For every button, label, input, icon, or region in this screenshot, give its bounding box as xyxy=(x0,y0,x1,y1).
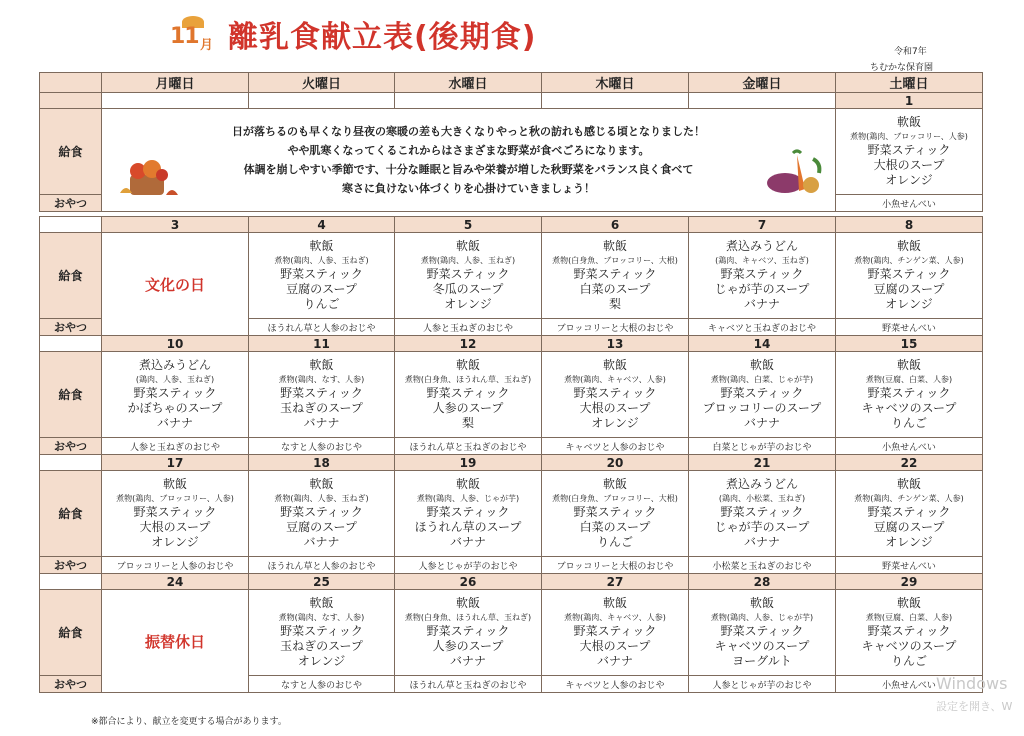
dish-line: 軟飯 xyxy=(455,358,480,372)
snack-cell: キャベツと人参のおじや xyxy=(542,438,689,455)
menu-cell xyxy=(102,352,249,438)
dish-line: 豆腐のスープ xyxy=(286,520,357,534)
activation-watermark: Windows xyxy=(936,674,1008,693)
snack-cell: なすと人参のおじや xyxy=(249,676,395,693)
dish-line: 軟飯 xyxy=(749,596,774,610)
header-corner xyxy=(40,73,102,93)
dish-line: 野菜スティック xyxy=(867,505,951,519)
dish-line: キャベツのスープ xyxy=(861,639,957,653)
date-cell: 14 xyxy=(689,336,836,352)
dish-line: バナナ xyxy=(156,416,193,430)
dish-line: 大根のスープ xyxy=(579,639,651,653)
holiday-cell xyxy=(102,590,249,693)
snack-cell: 小松菜と玉ねぎのおじや xyxy=(689,557,836,574)
dish-line: 軟飯 xyxy=(602,358,627,372)
autumn-vegetables-icon xyxy=(763,149,825,201)
date-cell: 22 xyxy=(836,455,983,471)
message-line: やや肌寒くなってくるこれからはさまざまな野菜が食べごろになります。 xyxy=(287,144,650,157)
dish-line: バナナ xyxy=(449,654,486,668)
week2-date-row xyxy=(40,217,983,233)
menu-cell xyxy=(836,471,983,557)
snack-cell: なすと人参のおじや xyxy=(249,438,395,455)
dish-line: 軟飯 xyxy=(309,358,334,372)
dish-line: 野菜スティック xyxy=(867,267,951,281)
ingredients-line: 煮物(鶏肉、キャベツ、人参) xyxy=(564,375,666,384)
menu-cell xyxy=(102,471,249,557)
date-cell: 13 xyxy=(542,336,689,352)
date-cell: 18 xyxy=(249,455,395,471)
week3-meal-row xyxy=(40,352,983,438)
dish-line: 野菜スティック xyxy=(720,386,804,400)
ingredients-line: 煮物(鶏肉、なす、人参) xyxy=(278,613,365,622)
date-cell: 20 xyxy=(542,455,689,471)
menu-cell xyxy=(542,233,689,319)
dish-line: りんご xyxy=(890,416,927,430)
title-area xyxy=(168,10,536,58)
dish-line: 野菜スティック xyxy=(280,386,363,400)
week4-date-row xyxy=(40,455,983,471)
message-line: 寒さに負けない体づくりを心掛けていきましょう！ xyxy=(342,182,595,195)
ingredients-line: 煮物(白身魚、ほうれん草、玉ねぎ) xyxy=(404,613,532,622)
dish-line: 玉ねぎのスープ xyxy=(280,401,363,415)
snack-cell: 小魚せんべい xyxy=(836,676,983,693)
weekly-menu-table xyxy=(39,216,983,693)
date-cell: 21 xyxy=(689,455,836,471)
dish-line: りんご xyxy=(596,535,633,549)
snack-label: おやつ xyxy=(40,676,102,693)
dish-line: バナナ xyxy=(743,416,780,430)
snack-cell: キャベツと人参のおじや xyxy=(542,676,689,693)
dish-line: 豆腐のスープ xyxy=(286,282,357,296)
dish-line: 軟飯 xyxy=(896,239,921,253)
week4-snack-row xyxy=(40,557,983,574)
menu-cell xyxy=(542,471,689,557)
dish-line: 豆腐のスープ xyxy=(873,520,945,534)
month-suffix: 月 xyxy=(200,38,214,53)
blank-row xyxy=(40,93,983,109)
dish-line: 野菜スティック xyxy=(720,505,804,519)
date-cell: 29 xyxy=(836,574,983,590)
date-cell: 4 xyxy=(249,217,395,233)
weekday-header: 月曜日 xyxy=(102,73,249,93)
menu-cell xyxy=(395,233,542,319)
week3-snack-row xyxy=(40,438,983,455)
dish-line: 軟飯 xyxy=(309,596,334,610)
message-line: 日が落ちるのも早くなり昼夜の寒暖の差も大きくなりやっと秋の訪れも感じる頃となりました！ xyxy=(232,125,705,138)
ingredients-line: 煮物(鶏肉、なす、人参) xyxy=(278,375,365,384)
snack-cell: ブロッコリーと大根のおじや xyxy=(542,319,689,336)
dish-line: ブロッコリーのスープ xyxy=(702,401,822,415)
menu-cell xyxy=(689,471,836,557)
ingredients-line: (鶏肉、小松菜、玉ねぎ) xyxy=(718,494,806,503)
dish-line: バナナ xyxy=(743,297,780,311)
menu-cell xyxy=(836,352,983,438)
dish-line: かぼちゃのスープ xyxy=(127,401,223,415)
dish-line: 煮込みうどん xyxy=(725,239,798,253)
meal-label: 給食 xyxy=(40,471,102,557)
menu-cell xyxy=(249,590,395,676)
dish-line: オレンジ xyxy=(297,654,346,668)
dish-line: 軟飯 xyxy=(602,596,627,610)
dish-line: バナナ xyxy=(303,535,340,549)
dish-line: 野菜スティック xyxy=(867,386,951,400)
dish-line: 軟飯 xyxy=(309,477,334,491)
week1-meal-row xyxy=(40,109,983,195)
page-title: 離乳食献立表(後期食) xyxy=(228,20,537,55)
footer-note: ※都合により、献立を変更する場合があります。 xyxy=(91,717,287,727)
menu-cell xyxy=(395,590,542,676)
date-cell: 17 xyxy=(102,455,249,471)
snack-cell: キャベツと玉ねぎのおじや xyxy=(689,319,836,336)
ingredients-line: 煮物(鶏肉、人参、玉ねぎ) xyxy=(274,256,369,265)
snack-cell: ほうれん草と玉ねぎのおじや xyxy=(395,438,542,455)
ingredients-line: 煮物(鶏肉、キャベツ、人参) xyxy=(564,613,666,622)
dish-line: バナナ xyxy=(743,535,780,549)
dish-line: ほうれん草のスープ xyxy=(414,520,522,534)
dish-line: 野菜スティック xyxy=(280,624,363,638)
dish-line: 野菜スティック xyxy=(720,267,804,281)
dish-line: 野菜スティック xyxy=(280,505,363,519)
dish-line: キャベツのスープ xyxy=(714,639,810,653)
weekday-header: 火曜日 xyxy=(249,73,395,93)
week3-date-row xyxy=(40,336,983,352)
dish-line: オレンジ xyxy=(885,535,933,549)
meal-label: 給食 xyxy=(40,233,102,319)
dish-line: 軟飯 xyxy=(455,477,480,491)
weekday-header-row xyxy=(40,73,983,93)
month-badge xyxy=(168,14,214,54)
dish-line: 梨 xyxy=(608,297,621,311)
meal-label: 給食 xyxy=(40,590,102,676)
ingredients-line: (鶏肉、人参、玉ねぎ) xyxy=(135,375,215,384)
ingredients-line: 煮物(鶏肉、チンゲン菜、人参) xyxy=(854,494,964,503)
month-number: 11 xyxy=(170,24,199,49)
snack-cell: ブロッコリーと大根のおじや xyxy=(542,557,689,574)
dish-line: バナナ xyxy=(449,535,486,549)
holiday-label: 振替休日 xyxy=(144,632,205,651)
menu-cell: 軟飯 煮物(鶏肉、ブロッコリー、人参) 野菜スティック 大根のスープ オレンジ xyxy=(836,109,983,195)
snack-label: おやつ xyxy=(40,319,102,336)
dish-line: 軟飯 xyxy=(896,596,921,610)
date-cell: 12 xyxy=(395,336,542,352)
dish-line: じゃが芋のスープ xyxy=(714,520,810,534)
menu-cell xyxy=(542,590,689,676)
week5-meal-row xyxy=(40,590,983,676)
ingredients-line: (鶏肉、キャベツ、玉ねぎ) xyxy=(715,256,809,265)
date-cell: 27 xyxy=(542,574,689,590)
menu-cell xyxy=(542,352,689,438)
ingredients-line: 煮物(白身魚、ほうれん草、玉ねぎ) xyxy=(404,375,532,384)
dish-line: じゃが芋のスープ xyxy=(714,282,810,296)
date-cell: 5 xyxy=(395,217,542,233)
dish-line: 野菜スティック xyxy=(867,624,951,638)
snack-cell: ブロッコリーと人参のおじや xyxy=(102,557,249,574)
dish-line: 白菜のスープ xyxy=(579,282,651,296)
meal-label: 給食 xyxy=(40,109,102,195)
menu-table xyxy=(39,72,983,212)
date-cell: 3 xyxy=(102,217,249,233)
snack-cell: 人参と玉ねぎのおじや xyxy=(395,319,542,336)
menu-cell xyxy=(249,471,395,557)
snack-label: おやつ xyxy=(40,557,102,574)
dish-line: 大根のスープ xyxy=(579,401,651,415)
menu-cell xyxy=(836,233,983,319)
date-cell: 1 xyxy=(836,93,983,109)
snack-cell: 白菜とじゃが芋のおじや xyxy=(689,438,836,455)
dish-line: りんご xyxy=(890,654,927,668)
dish-line: オレンジ xyxy=(151,535,199,549)
dish-line: 野菜スティック xyxy=(573,267,657,281)
menu-cell xyxy=(249,352,395,438)
dish-line: 野菜スティック xyxy=(133,386,217,400)
dish-line: 野菜スティック xyxy=(426,267,510,281)
autumn-basket-icon xyxy=(116,149,180,201)
menu-cell xyxy=(689,352,836,438)
snack-cell: 小魚せんべい xyxy=(836,195,983,212)
menu-cell xyxy=(689,590,836,676)
dish-line: 野菜スティック xyxy=(426,624,510,638)
dish-line: 野菜スティック xyxy=(280,267,363,281)
dish-line: 軟飯 xyxy=(749,358,774,372)
school-name: ちむかな保育園 xyxy=(870,63,934,73)
date-cell: 11 xyxy=(249,336,395,352)
dish-line: オレンジ xyxy=(591,416,639,430)
dish-line: 野菜スティック xyxy=(133,505,217,519)
date-cell: 25 xyxy=(249,574,395,590)
dish-line: 軟飯 xyxy=(455,239,480,253)
dish-line: 煮込みうどん xyxy=(138,358,211,372)
ingredients-line: 煮物(鶏肉、チンゲン菜、人参) xyxy=(854,256,964,265)
dish-line: オレンジ xyxy=(444,297,492,311)
holiday-cell xyxy=(102,233,249,336)
date-cell: 6 xyxy=(542,217,689,233)
date-cell: 24 xyxy=(102,574,249,590)
ingredients-line: 煮物(鶏肉、人参、玉ねぎ) xyxy=(274,494,369,503)
snack-cell: ほうれん草と人参のおじや xyxy=(249,557,395,574)
date-cell: 19 xyxy=(395,455,542,471)
snack-label: おやつ xyxy=(40,438,102,455)
date-cell: 15 xyxy=(836,336,983,352)
dish-line: 軟飯 xyxy=(309,239,334,253)
ingredients-line: 煮物(白身魚、ブロッコリー、大根) xyxy=(552,494,678,503)
dish-line: キャベツのスープ xyxy=(861,401,957,415)
dish-line: 大根のスープ xyxy=(139,520,211,534)
dish-line: 軟飯 xyxy=(896,358,921,372)
menu-cell xyxy=(395,352,542,438)
ingredients-line: 煮物(鶏肉、ブロッコリー、人参) xyxy=(116,494,234,503)
week4-meal-row xyxy=(40,471,983,557)
ingredients-line: 煮物(白身魚、ブロッコリー、大根) xyxy=(552,256,678,265)
era-label: 令和7年 xyxy=(894,47,927,57)
snack-cell: 人参と玉ねぎのおじや xyxy=(102,438,249,455)
dish-line: ヨーグルト xyxy=(732,654,792,668)
weekday-header: 土曜日 xyxy=(836,73,983,93)
snack-cell: ほうれん草と人参のおじや xyxy=(249,319,395,336)
dish-line: 軟飯 xyxy=(162,477,187,491)
week5-date-row xyxy=(40,574,983,590)
date-cell: 28 xyxy=(689,574,836,590)
dish-line: 軟飯 xyxy=(896,477,921,491)
week2-meal-row xyxy=(40,233,983,319)
menu-cell xyxy=(249,233,395,319)
dish-line: 野菜スティック xyxy=(426,505,510,519)
date-cell: 7 xyxy=(689,217,836,233)
ingredients-line: 煮物(鶏肉、白菜、じゃが芋) xyxy=(710,375,814,384)
date-cell: 10 xyxy=(102,336,249,352)
snack-cell: 小魚せんべい xyxy=(836,438,983,455)
dish-line: 煮込みうどん xyxy=(725,477,798,491)
ingredients-line: 煮物(鶏肉、人参、じゃが芋) xyxy=(416,494,520,503)
snack-cell: ほうれん草と玉ねぎのおじや xyxy=(395,676,542,693)
dish-line: 野菜スティック xyxy=(426,386,510,400)
activation-watermark-sub: 設定を開き、W xyxy=(936,700,1013,713)
dish-line: 豆腐のスープ xyxy=(873,282,945,296)
ingredients-line: 煮物(豆腐、白菜、人参) xyxy=(865,613,953,622)
weekday-header: 水曜日 xyxy=(395,73,542,93)
menu-cell xyxy=(689,233,836,319)
snack-label: おやつ xyxy=(40,195,102,212)
dish-line: 野菜スティック xyxy=(573,386,657,400)
dish-line: 軟飯 xyxy=(602,477,627,491)
dish-line: 軟飯 xyxy=(602,239,627,253)
dish-line: オレンジ xyxy=(885,297,933,311)
message-line: 体調を崩しやすい季節です、十分な睡眠と旨みや栄養が増した秋野菜をバランス良く食べて xyxy=(243,163,694,176)
dish-line: 軟飯 xyxy=(455,596,480,610)
dish-line: 梨 xyxy=(461,416,474,430)
menu-cell xyxy=(395,471,542,557)
dish-line: 野菜スティック xyxy=(573,624,657,638)
weekday-header: 木曜日 xyxy=(542,73,689,93)
snack-cell: 野菜せんべい xyxy=(836,557,983,574)
ingredients-line: 煮物(鶏肉、人参、玉ねぎ) xyxy=(420,256,516,265)
snack-cell: 人参とじゃが芋のおじや xyxy=(689,676,836,693)
ingredients-line: 煮物(豆腐、白菜、人参) xyxy=(865,375,953,384)
date-cell: 8 xyxy=(836,217,983,233)
meal-label: 給食 xyxy=(40,352,102,438)
dish-line: 人参のスープ xyxy=(432,639,504,653)
holiday-label: 文化の日 xyxy=(144,275,205,294)
seasonal-message xyxy=(102,109,836,212)
snack-cell: 人参とじゃが芋のおじや xyxy=(395,557,542,574)
menu-cell xyxy=(836,590,983,676)
snack-cell: 野菜せんべい xyxy=(836,319,983,336)
dish-line: 野菜スティック xyxy=(573,505,657,519)
ingredients-line: 煮物(鶏肉、人参、じゃが芋) xyxy=(710,613,814,622)
dish-line: 冬瓜のスープ xyxy=(432,282,504,296)
dish-line: 玉ねぎのスープ xyxy=(280,639,363,653)
dish-line: 野菜スティック xyxy=(720,624,804,638)
dish-line: バナナ xyxy=(303,416,340,430)
dish-line: りんご xyxy=(303,297,340,311)
date-cell: 26 xyxy=(395,574,542,590)
weekday-header: 金曜日 xyxy=(689,73,836,93)
dish-line: バナナ xyxy=(596,654,633,668)
dish-line: 白菜のスープ xyxy=(579,520,651,534)
dish-line: 人参のスープ xyxy=(432,401,504,415)
